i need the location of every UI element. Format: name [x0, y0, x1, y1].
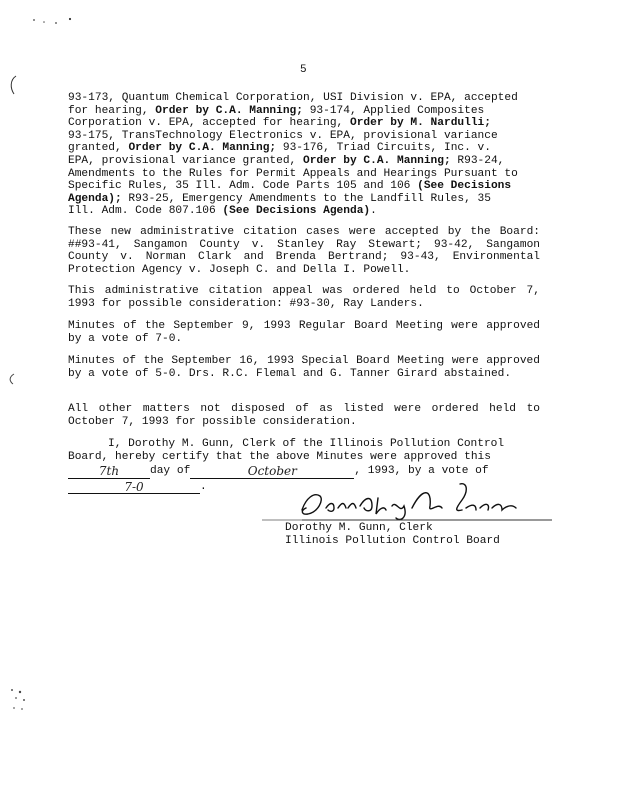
paragraph-citation-appeal: This administrative citation appeal was ordered held to October 7, 1993 for possible consideration: #93-30, Ray Landers. [68, 285, 540, 310]
decisions-agenda-label: Agenda); [68, 192, 122, 205]
order-label: Order by C.A. Manning; [128, 142, 277, 155]
paragraph-other-matters: All other matters not disposed of as listed were ordered held to October 7, 1993 for possible consideration. [68, 403, 540, 428]
text-line: Corporation v. EPA, accepted for hearing, Order by M. Nardulli; [68, 117, 491, 130]
text-line: granted, Order by C.A. Manning; 93-176, Triad Circuits, Inc. v. [68, 142, 491, 155]
text-line: Board, hereby certify that the above Minutes were approved this [68, 450, 491, 463]
text-line: 7-0 . [68, 479, 540, 495]
scan-mark-top-left [30, 14, 80, 28]
signature [262, 478, 552, 528]
order-label: Order by C.A. Manning; [302, 154, 451, 167]
text-line: Specific Rules, 35 Ill. Adm. Code Parts 105 and 106 (See Decisions [68, 180, 512, 193]
text-line: for hearing, Order by C.A. Manning; 93-174, Applied Composites [68, 104, 485, 117]
decisions-agenda-label: (See Decisions [417, 180, 512, 193]
paragraph-citation-cases: These new administrative citation cases were accepted by the Board: ##93-41, Sangamon County v. Stanley Ray Stewart; 93-42, Sangamon County v. Norman Clark and Brenda Bertrand; 93-43, Environmental Protection Agency v. Joseph C. and Della I. Powell. [68, 226, 540, 276]
order-label: Order by C.A. Manning; [155, 104, 303, 117]
page-number: 5 [300, 64, 307, 76]
text-line: 93-173, Quantum Chemical Corporation, USI Division v. EPA, accepted [68, 92, 518, 104]
month-handwritten: October [247, 464, 297, 479]
signer-title: Illinois Pollution Control Board [285, 535, 500, 547]
paragraph-minutes-sept-9: Minutes of the September 9, 1993 Regular Board Meeting were approved by a vote of 7-0. [68, 320, 540, 345]
signer-name: Dorothy M. Gunn, Clerk [285, 522, 433, 534]
month-fill-line [190, 463, 354, 479]
decisions-agenda-label: (See Decisions Agenda) [222, 205, 371, 218]
text-line: 7th day of October , 1993, by a vote of [68, 463, 540, 479]
text-line: Amendments to the Rules for Permit Appeals and Hearings Pursuant to [68, 167, 518, 180]
day-handwritten: 7th [98, 464, 120, 479]
paragraph-minutes-sept-16: Minutes of the September 16, 1993 Special Board Meeting were approved by a vote of 5-0. Drs. R.C. Flemal and G. Tanner Girard abstained. [68, 355, 540, 380]
day-fill-line [68, 463, 150, 479]
text-line: Agenda); R93-25, Emergency Amendments to the Landfill Rules, 35 [68, 192, 491, 205]
text-line: Ill. Adm. Code 807.106 (See Decisions Agenda). [68, 205, 377, 218]
paragraph-pending-cases [68, 92, 540, 218]
order-label: Order by M. Nardulli; [349, 117, 491, 130]
text-line: I, Dorothy M. Gunn, Clerk of the Illinois Pollution Control [108, 438, 505, 450]
signature-drawing [262, 478, 552, 528]
scan-mark-left-margin [4, 74, 20, 96]
text-line: EPA, provisional variance granted, Order by C.A. Manning; R93-24, [68, 154, 505, 167]
vote-fill-line [68, 479, 200, 495]
scan-mark-left-margin-2 [4, 372, 18, 386]
scan-mark-bottom-left [6, 684, 36, 714]
vote-handwritten: 7-0 [124, 479, 144, 494]
text-line: 93-175, TransTechnology Electronics v. EPA, provisional variance [68, 129, 498, 142]
